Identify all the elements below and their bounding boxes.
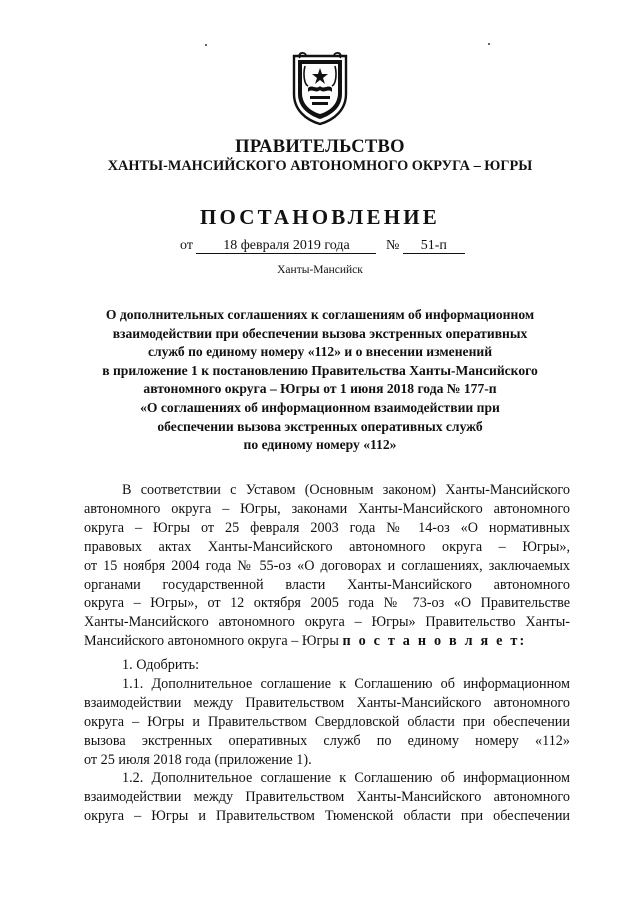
body-line: от 15 ноября 2004 года № 55-оз «О договорах и соглашениях, заключаемых: [84, 557, 570, 574]
coat-of-arms-icon: [288, 50, 352, 126]
body-line-text: Мансийского автономного округа – Югры: [84, 633, 339, 650]
heading-line: автономного округа – Югры от 1 июня 2018 года № 177-п: [143, 381, 497, 397]
document-type: ПОСТАНОВЛЕНИЕ: [199, 205, 441, 229]
body-line: взаимодействии между Правительством Ханты-Мансийского автономного: [84, 694, 570, 711]
heading-line: «О соглашениях об информационном взаимодействии при: [140, 399, 500, 415]
body-line: округа – Югры», от 12 октября 2005 года № 73-оз «О Правительстве: [84, 595, 570, 612]
decree-word: п о с т а н о в л я е т:: [342, 633, 527, 650]
document-heading: [60, 306, 580, 455]
heading-line: служб по единому номеру «112» и о внесении изменений: [147, 344, 493, 360]
heading-line: О дополнительных соглашениях к соглашениям об информационном: [105, 307, 535, 322]
body-line: 1.2. Дополнительное соглашение к Соглашению об информационном: [122, 770, 570, 787]
body-line: правовых актах Ханты-Мансийского автономного округа – Югры»,: [84, 538, 570, 555]
items-section: [84, 656, 570, 826]
body-line: взаимодействии между Правительством Ханты-Мансийского автономного: [84, 789, 570, 806]
preamble-paragraph: [84, 481, 570, 651]
body-line: 1.1. Дополнительное соглашение к Соглашению об информационном: [122, 675, 570, 692]
number-prefix: №: [385, 238, 400, 253]
heading-line: по единому номеру «112»: [243, 437, 397, 453]
date-number-line: [180, 238, 465, 254]
document-date: 18 февраля 2019 года: [196, 238, 376, 254]
body-line: органами государственной власти Ханты-Мансийского автономного: [84, 576, 570, 593]
body-line: от 25 июля 2018 года (приложение 1).: [84, 751, 312, 768]
body-line: вызова экстренных оперативных служб по единому номеру «112»: [84, 732, 570, 749]
item-1: 1. Одобрить:: [122, 657, 200, 673]
body-line: В соответствии с Уставом (Основным законом) Ханты-Мансийского: [122, 482, 570, 498]
body-line: [84, 632, 570, 651]
document-number: 51-п: [403, 238, 465, 254]
body-line: округа – Югры и Правительством Свердловской области при обеспечении: [84, 713, 570, 730]
heading-line: в приложение 1 к постановлению Правительства Ханты-Мансийского: [102, 362, 538, 378]
heading-line: обеспечении вызова экстренных оперативных служб: [157, 418, 483, 434]
body-line: автономного округа – Югры, законами Ханты-Мансийского автономного: [84, 500, 570, 517]
scan-speck: [205, 44, 207, 46]
heading-line: взаимодействии при обеспечении вызова экстренных оперативных: [112, 325, 528, 341]
body-line: Ханты-Мансийского автономного округа – Югры» Правительство Ханты-: [84, 614, 570, 631]
government-subtitle: ХАНТЫ-МАНСИЙСКОГО АВТОНОМНОГО ОКРУГА – ЮГРЫ: [107, 158, 533, 174]
date-prefix: от: [180, 238, 193, 253]
government-title: ПРАВИТЕЛЬСТВО: [235, 137, 405, 157]
scan-speck: [488, 43, 490, 45]
body-line: округа – Югры от 25 февраля 2003 года № 14-оз «О нормативных: [84, 519, 570, 536]
document-city: Ханты-Мансийск: [277, 264, 363, 276]
body-line: округа – Югры и Правительством Тюменской области при обеспечении: [84, 808, 570, 825]
